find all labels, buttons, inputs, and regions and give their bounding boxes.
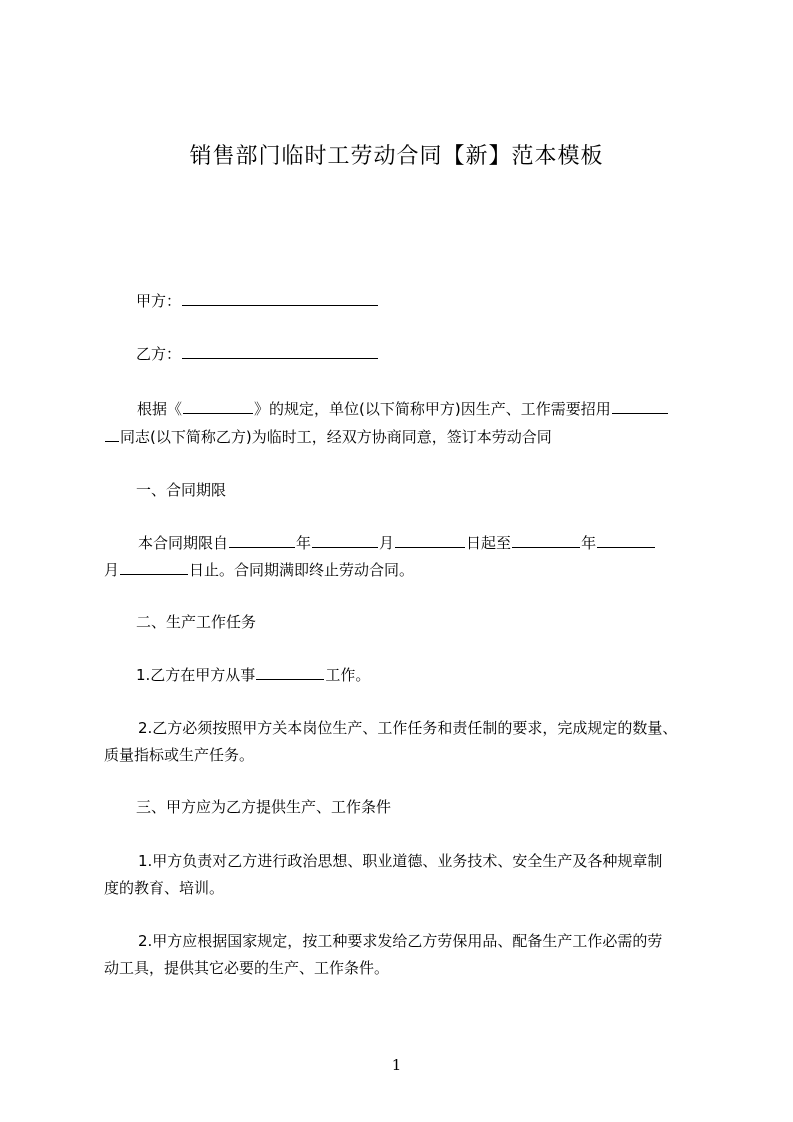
term-text-1: 本合同期限自	[138, 534, 229, 552]
party-b-line	[136, 343, 736, 365]
item-2-2-line-2: 质量指标或生产任务。	[104, 746, 255, 764]
item-2-1	[136, 664, 736, 686]
party-a-label: 甲方：	[136, 292, 182, 310]
intro-line-1	[137, 398, 737, 420]
item-2-1-text-a: 1.乙方在甲方从事	[136, 666, 256, 684]
party-a-line	[136, 290, 736, 312]
item-3-1-line-1: 1.甲方负责对乙方进行政治思想、职业道德、业务技术、安全生产及各种规章制	[138, 852, 663, 870]
item-2-1-text-b: 工作。	[325, 666, 371, 684]
end-year-blank	[512, 532, 580, 548]
item-2-2-line-1: 2.乙方必须按照甲方关本岗位生产、工作任务和责任制的要求，完成规定的数量、	[138, 719, 678, 737]
intro-text-2: 》的规定，单位(以下简称甲方)因生产、工作需要招用	[254, 400, 611, 418]
hire-blank-1	[612, 398, 668, 414]
term-day-from: 日起至	[466, 534, 512, 552]
item-3-2-line-2: 动工具，提供其它必要的生产、工作条件。	[104, 959, 390, 977]
start-year-blank	[229, 532, 295, 548]
intro-text-1: 根据《	[137, 400, 183, 418]
term-month-1: 月	[379, 534, 395, 552]
end-day-blank	[120, 559, 188, 575]
section-1-title: 一、合同期限	[136, 481, 227, 499]
section-2-title: 二、生产工作任务	[136, 613, 257, 631]
job-blank	[256, 664, 324, 680]
term-year-2: 年	[581, 534, 597, 552]
section-3-title: 三、甲方应为乙方提供生产、工作条件	[136, 798, 392, 816]
end-month-blank-1	[597, 532, 655, 548]
regulation-blank	[183, 398, 253, 414]
term-line-1	[138, 532, 738, 554]
party-b-label: 乙方：	[136, 345, 182, 363]
item-3-2-line-1: 2.甲方应根据国家规定，按工种要求发给乙方劳保用品、配备生产工作必需的劳	[138, 932, 663, 950]
term-year-1: 年	[296, 534, 312, 552]
term-end-text: 日止。合同期满即终止劳动合同。	[189, 561, 415, 579]
intro-text-3: 同志(以下简称乙方)为临时工，经双方协商同意，签订本劳动合同	[120, 428, 552, 446]
intro-line-2	[104, 426, 704, 448]
document-title: 销售部门临时工劳动合同【新】范本模板	[189, 144, 604, 169]
term-month-2: 月	[104, 561, 120, 579]
term-line-2	[104, 559, 704, 581]
party-a-blank	[182, 290, 378, 306]
page-number: 1	[391, 1056, 402, 1074]
start-month-blank	[312, 532, 378, 548]
hire-blank-2	[105, 426, 119, 442]
party-b-blank	[182, 343, 378, 359]
start-day-blank	[395, 532, 465, 548]
item-3-1-line-2: 度的教育、培训。	[104, 879, 225, 897]
